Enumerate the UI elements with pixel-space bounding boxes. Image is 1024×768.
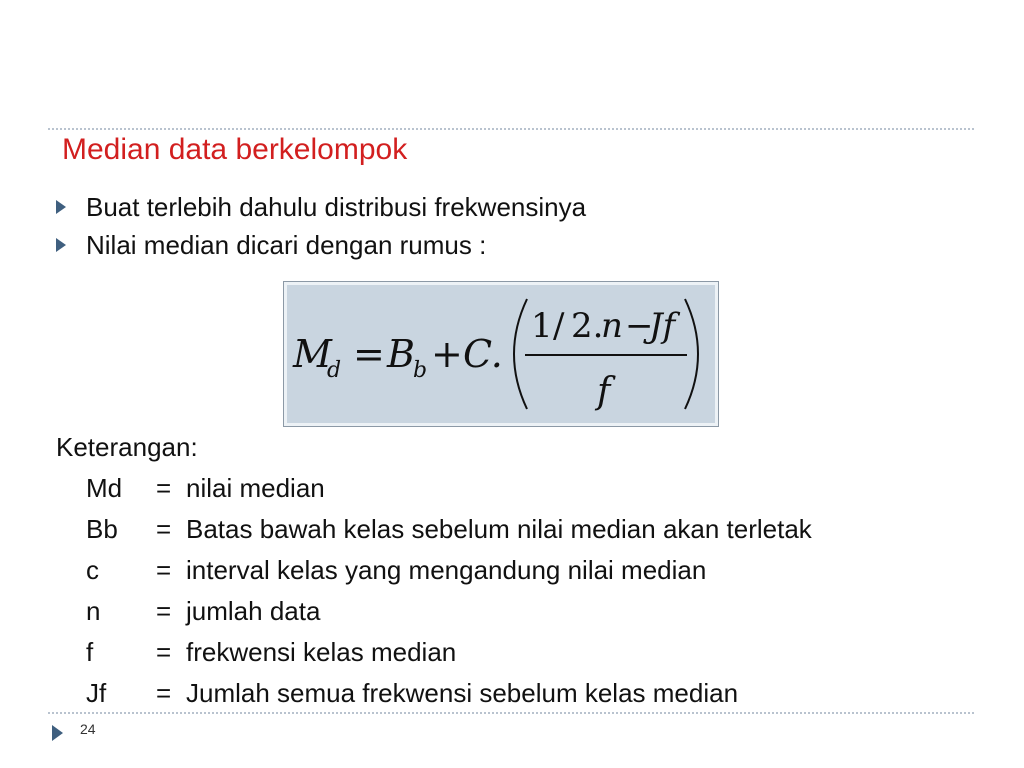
definition-meaning: frekwensi kelas median — [186, 637, 457, 667]
formula-c: C. — [463, 332, 503, 376]
definition-symbol: Md — [86, 473, 123, 503]
definition-row — [86, 509, 812, 550]
numerator-minus: − — [625, 306, 654, 346]
bottom-divider — [48, 712, 974, 714]
definition-row — [86, 468, 812, 509]
definition-symbol: Bb — [86, 514, 118, 544]
formula-bb-sub: b — [413, 358, 428, 383]
definition-list — [86, 468, 812, 714]
formula-bb: B — [387, 332, 415, 376]
definition-meaning: interval kelas yang mengandung nilai median — [186, 555, 707, 585]
bullet-list — [56, 188, 586, 264]
numerator-slash: / — [553, 306, 565, 346]
page-number: 24 — [80, 721, 96, 737]
bullet-text: Nilai median dicari dengan rumus : — [86, 229, 487, 260]
numerator-n: n — [601, 306, 623, 346]
definition-equals: = — [156, 596, 172, 626]
slide-title: Median data berkelompok — [62, 133, 408, 166]
definition-row — [86, 632, 812, 673]
numerator-jf: Jf — [649, 306, 676, 346]
definition-symbol: f — [86, 637, 94, 667]
triangle-right-icon — [56, 238, 66, 252]
triangle-right-icon — [56, 200, 66, 214]
numerator-two: 2. — [571, 306, 604, 346]
formula-graphic — [287, 285, 715, 423]
denominator-f: f — [597, 371, 611, 412]
definition-meaning: Jumlah semua frekwensi sebelum kelas median — [186, 678, 739, 708]
definition-equals: = — [156, 473, 172, 503]
definition-equals: = — [156, 555, 172, 585]
bullet-item — [56, 226, 586, 264]
formula-md-sub: d — [327, 358, 342, 383]
bullet-item — [56, 188, 586, 226]
definition-equals: = — [156, 678, 172, 708]
definition-meaning: Batas bawah kelas sebelum nilai median akan terletak — [186, 514, 812, 544]
definition-row — [86, 673, 812, 714]
formula-plus: + — [431, 332, 463, 376]
numerator-one: 1 — [531, 306, 553, 346]
definition-meaning: nilai median — [186, 473, 325, 503]
formula-equals: = — [353, 332, 385, 376]
definition-meaning: jumlah data — [186, 596, 321, 626]
median-formula — [284, 282, 718, 426]
formula-md: M — [293, 332, 332, 376]
definition-symbol: c — [86, 555, 99, 585]
definition-row — [86, 550, 812, 591]
definition-equals: = — [156, 637, 172, 667]
definition-symbol: Jf — [86, 678, 107, 708]
triangle-right-icon — [52, 725, 63, 741]
definition-row — [86, 591, 812, 632]
keterangan-heading: Keterangan: — [56, 432, 198, 462]
definition-symbol: n — [86, 596, 101, 626]
definition-equals: = — [156, 514, 172, 544]
bullet-text: Buat terlebih dahulu distribusi frekwensinya — [86, 191, 587, 222]
